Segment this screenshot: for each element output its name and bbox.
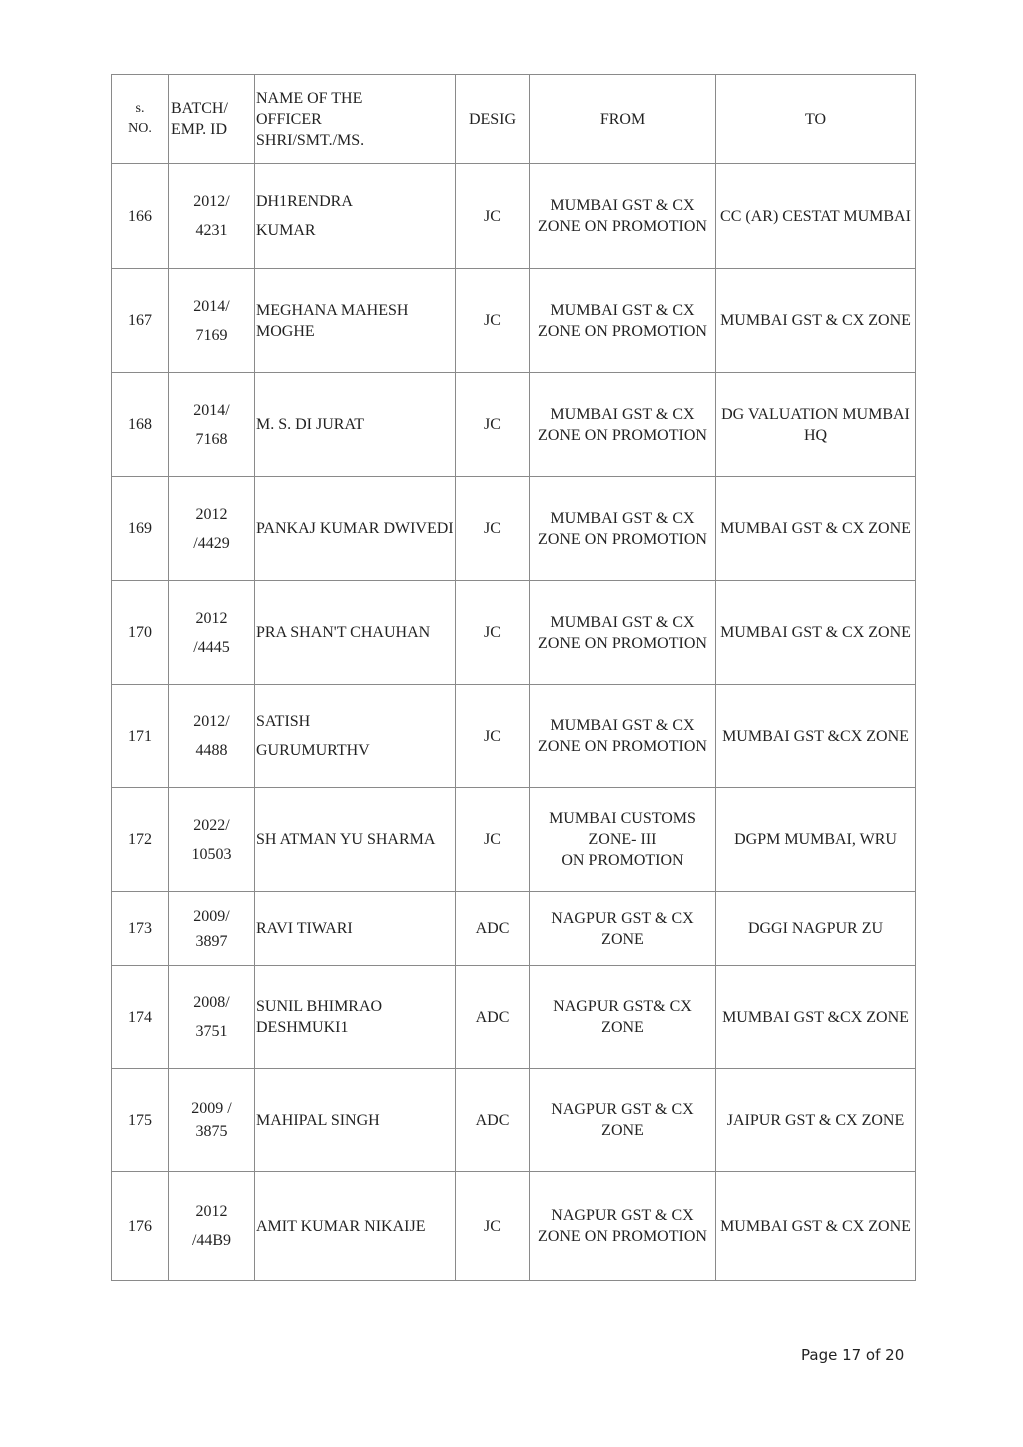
name-line1: AMIT KUMAR NIKAIJE	[256, 1217, 426, 1235]
name-line1: PANKAJ KUMAR DWIVEDI	[256, 520, 454, 537]
header-row	[112, 75, 916, 164]
cell-sno: 166	[112, 164, 169, 269]
cell-name	[255, 788, 456, 892]
cell-to	[716, 966, 916, 1069]
from-line3: ON PROMOTION	[561, 852, 684, 869]
from-line1: MUMBAI GST & CX	[550, 717, 695, 734]
table-row	[112, 966, 916, 1069]
cell-name	[255, 892, 456, 966]
cell-sno: 171	[112, 685, 169, 788]
to-line1: MUMBAI GST & CX ZONE	[720, 520, 911, 537]
batch-line1: 2008/	[193, 994, 230, 1011]
table-row	[112, 164, 916, 269]
cell-batch	[169, 373, 255, 477]
cell-name	[255, 966, 456, 1069]
from-line1: MUMBAI GST & CX	[550, 405, 695, 423]
cell-batch	[169, 164, 255, 269]
batch-line2: 3751	[195, 1023, 228, 1040]
from-line1: NAGPUR GST & CX	[551, 909, 694, 927]
cell-name	[255, 1172, 456, 1281]
name-line1: MEGHANA MAHESH	[256, 301, 409, 319]
cell-batch	[169, 788, 255, 892]
batch-line1: 2012/	[193, 713, 230, 730]
cell-from	[530, 966, 716, 1069]
cell-sno: 176	[112, 1172, 169, 1281]
to-line1: MUMBAI GST & CX ZONE	[720, 312, 911, 329]
to-line1: MUMBAI GST & CX ZONE	[720, 1217, 911, 1235]
batch-line2: 10503	[191, 845, 232, 863]
page-number: Page 17 of 20	[801, 1346, 905, 1364]
name-line1: DH1RENDRA	[256, 193, 353, 210]
cell-desig: JC	[456, 581, 530, 685]
cell-name	[255, 269, 456, 373]
header-name-line2: OFFICER	[256, 110, 322, 128]
cell-from	[530, 1172, 716, 1281]
from-line1: MUMBAI GST & CX	[550, 197, 695, 214]
cell-to	[716, 477, 916, 581]
name-line1: SUNIL BHIMRAO	[256, 998, 383, 1015]
batch-line1: 2009/	[193, 907, 230, 925]
from-line1: NAGPUR GST & CX	[551, 1101, 694, 1118]
cell-batch	[169, 1069, 255, 1172]
cell-from	[530, 685, 716, 788]
table-row	[112, 1172, 916, 1281]
to-line1: MUMBAI GST &CX ZONE	[722, 727, 909, 745]
from-line2: ZONE ON PROMOTION	[538, 738, 707, 755]
cell-from	[530, 892, 716, 966]
from-line1: NAGPUR GST & CX	[551, 1207, 694, 1224]
cell-from	[530, 269, 716, 373]
name-line2: MOGHE	[256, 322, 315, 340]
header-name-line1: NAME OF THE	[256, 89, 363, 107]
cell-sno: 170	[112, 581, 169, 685]
table-row	[112, 892, 916, 966]
cell-from	[530, 164, 716, 269]
name-line1: RAVI TIWARI	[256, 920, 353, 937]
name-line2: GURUMURTHV	[256, 742, 370, 759]
table-row	[112, 581, 916, 685]
batch-line2: 4488	[195, 742, 228, 759]
name-line1: SATISH	[256, 713, 311, 730]
cell-batch	[169, 685, 255, 788]
name-line1: M. S. DI JURAT	[256, 416, 365, 433]
cell-name	[255, 685, 456, 788]
batch-line1: 2014/	[193, 297, 230, 315]
from-line2: ZONE ON PROMOTION	[538, 530, 707, 548]
cell-from	[530, 1069, 716, 1172]
table-row	[112, 685, 916, 788]
cell-sno: 168	[112, 373, 169, 477]
cell-to	[716, 373, 916, 477]
cell-batch	[169, 477, 255, 581]
cell-to	[716, 269, 916, 373]
batch-line1: 2014/	[193, 401, 230, 419]
from-line2: ZONE ON PROMOTION	[538, 322, 707, 340]
cell-desig: JC	[456, 477, 530, 581]
header-batch-line1: BATCH/	[171, 100, 228, 117]
cell-to	[716, 1172, 916, 1281]
to-line1: MUMBAI GST &CX ZONE	[722, 1008, 909, 1026]
name-line1: PRA SHAN'T CHAUHAN	[256, 624, 431, 641]
to-line1: DGGI NAGPUR ZU	[747, 920, 884, 937]
to-line1: DGPM MUMBAI, WRU	[734, 831, 897, 848]
cell-desig: JC	[456, 685, 530, 788]
table-row	[112, 269, 916, 373]
from-line1: MUMBAI GST & CX	[550, 301, 695, 319]
cell-desig: ADC	[456, 1069, 530, 1172]
cell-name	[255, 373, 456, 477]
cell-to	[716, 164, 916, 269]
cell-batch	[169, 892, 255, 966]
cell-batch	[169, 581, 255, 685]
cell-sno: 167	[112, 269, 169, 373]
cell-desig: JC	[456, 788, 530, 892]
cell-from	[530, 477, 716, 581]
table-row	[112, 477, 916, 581]
cell-to	[716, 788, 916, 892]
from-line2: ZONE ON PROMOTION	[538, 1228, 707, 1245]
batch-line1: 2012	[195, 505, 228, 523]
header-batch	[169, 75, 255, 164]
from-line1: MUMBAI GST & CX	[550, 613, 695, 631]
to-line1: DG VALUATION MUMBAI	[721, 405, 910, 423]
name-line1: MAHIPAL SINGH	[256, 1111, 380, 1129]
header-name-line3: SHRI/SMT./MS.	[256, 131, 365, 149]
header-name	[255, 75, 456, 164]
header-batch-line2: EMP. ID	[171, 121, 228, 138]
cell-desig: ADC	[456, 966, 530, 1069]
batch-line2: 7169	[195, 326, 228, 344]
transfer-table	[111, 74, 916, 1281]
batch-line2: 3875	[195, 1123, 228, 1140]
batch-line2: 7168	[195, 430, 228, 448]
from-line2: ZONE ON PROMOTION	[538, 218, 707, 235]
header-sno-line2: NO.	[128, 121, 152, 136]
cell-name	[255, 477, 456, 581]
cell-desig: JC	[456, 373, 530, 477]
batch-line1: 2012/	[193, 193, 230, 210]
header-to: TO	[716, 75, 916, 164]
from-line2: ZONE ON PROMOTION	[538, 634, 707, 652]
header-desig: DESIG	[456, 75, 530, 164]
cell-name	[255, 1069, 456, 1172]
cell-to	[716, 581, 916, 685]
cell-batch	[169, 1172, 255, 1281]
cell-desig: JC	[456, 269, 530, 373]
table-row	[112, 373, 916, 477]
cell-sno: 173	[112, 892, 169, 966]
batch-line1: 2009 /	[191, 1100, 232, 1117]
name-line2: KUMAR	[256, 222, 316, 239]
cell-sno: 172	[112, 788, 169, 892]
name-line2: DESHMUKI1	[256, 1019, 349, 1036]
batch-line2: /4429	[193, 534, 230, 552]
cell-from	[530, 581, 716, 685]
to-line2: HQ	[803, 426, 828, 444]
cell-name	[255, 581, 456, 685]
batch-line2: 3897	[195, 932, 228, 950]
table-row	[112, 1069, 916, 1172]
batch-line2: /4445	[193, 638, 230, 656]
from-line1: NAGPUR GST& CX ZONE	[553, 998, 692, 1036]
from-line1: MUMBAI CUSTOMS	[549, 810, 696, 827]
cell-to	[716, 892, 916, 966]
to-line1: JAIPUR GST & CX ZONE	[726, 1111, 905, 1129]
cell-desig: JC	[456, 164, 530, 269]
from-line1: MUMBAI GST & CX	[550, 509, 695, 527]
to-line1: MUMBAI GST & CX ZONE	[720, 624, 911, 641]
cell-batch	[169, 966, 255, 1069]
batch-line1: 2012	[195, 609, 228, 627]
cell-sno: 175	[112, 1069, 169, 1172]
cell-to	[716, 685, 916, 788]
header-sno-line1: s.	[135, 101, 145, 116]
table-row	[112, 788, 916, 892]
cell-desig: ADC	[456, 892, 530, 966]
from-line2: ZONE- III	[588, 831, 657, 848]
batch-line2: 4231	[195, 222, 228, 239]
table-body	[112, 164, 916, 1281]
cell-sno: 169	[112, 477, 169, 581]
cell-from	[530, 373, 716, 477]
batch-line2: /44B9	[191, 1232, 232, 1249]
header-from: FROM	[530, 75, 716, 164]
cell-sno: 174	[112, 966, 169, 1069]
header-sno	[112, 75, 169, 164]
from-line2: ZONE	[601, 1122, 644, 1139]
cell-name	[255, 164, 456, 269]
cell-to	[716, 1069, 916, 1172]
from-line2: ZONE	[601, 930, 644, 948]
batch-line1: 2012	[195, 1203, 228, 1220]
cell-desig: JC	[456, 1172, 530, 1281]
name-line1: SH ATMAN YU SHARMA	[256, 831, 436, 848]
from-line2: ZONE ON PROMOTION	[538, 426, 707, 444]
to-line1: CC (AR) CESTAT MUMBAI	[720, 207, 911, 225]
cell-batch	[169, 269, 255, 373]
batch-line1: 2022/	[193, 816, 230, 834]
cell-from	[530, 788, 716, 892]
